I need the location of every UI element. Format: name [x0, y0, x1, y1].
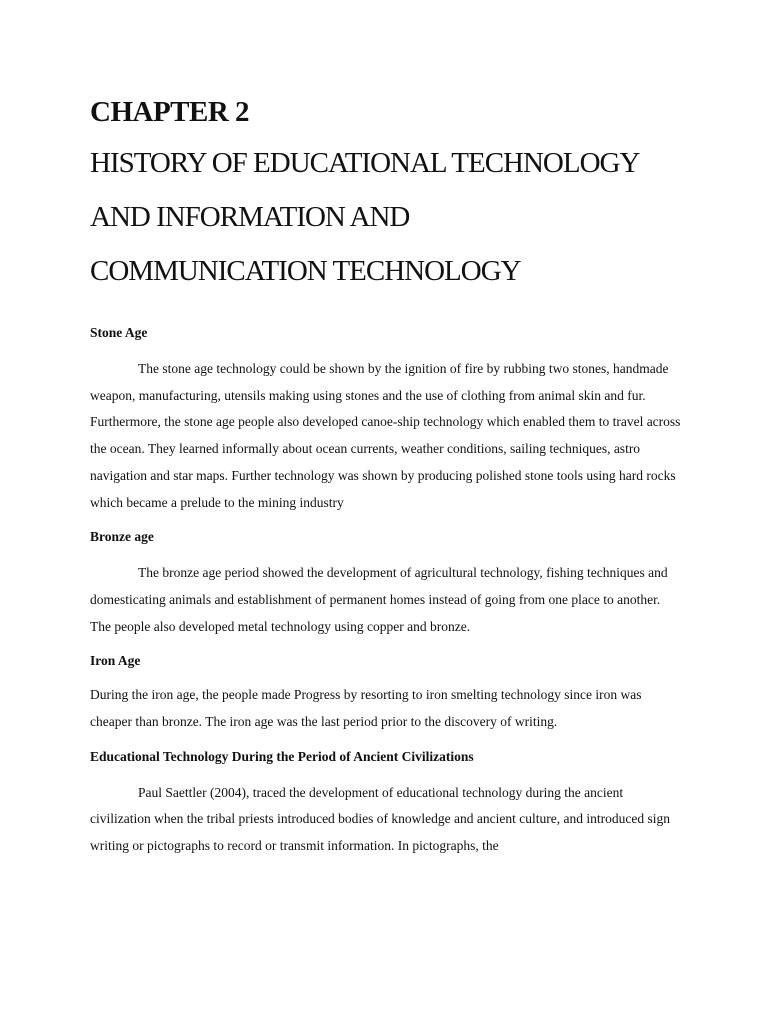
- section-heading-ancient-civilizations: Educational Technology During the Period of Ancient Civilizations: [90, 748, 474, 764]
- section-heading-iron-age: Iron Age: [90, 653, 141, 669]
- section-heading-stone-age: Stone Age: [90, 325, 148, 340]
- section-heading-bronze-age: Bronze age: [90, 529, 154, 545]
- section-paragraph-bronze-age: The bronze age period showed the development of agricultural technology, fishing techniques and domesticating animals and establishment of permanent homes instead of going from one place to another. The people also developed metal technology using copper and bronze.: [90, 565, 668, 634]
- section-paragraph-stone-age: The stone age technology could be shown by the ignition of fire by rubbing two stones, handmade weapon, manufacturing, utensils making using stones and the use of clothing from animal skin and fur. Furthermore, the stone age people also developed canoe-ship technology which enabled them to travel across the ocean. They learned informally about ocean currents, weather conditions, sailing techniques, astro navigation and star maps. Further technology was shown by producing polished stone tools using hard rocks which became a prelude to the mining industry: [90, 361, 681, 510]
- section-paragraph-ancient-civilizations: Paul Saettler (2004), traced the development of educational technology during the ancient civilization when the tribal priests introduced bodies of knowledge and ancient culture, and introduced sign writing or pictographs to record or transmit information. In pictographs, the: [90, 784, 670, 854]
- chapter-title-line-3: COMMUNICATION TECHNOLOGY: [90, 255, 521, 287]
- chapter-number: CHAPTER 2: [90, 96, 250, 128]
- section-paragraph-iron-age: During the iron age, the people made Progress by resorting to iron smelting technology since iron was cheaper than bronze. The iron age was the last period prior to the discovery of writing.: [90, 687, 642, 730]
- document-page: [90, 92, 682, 860]
- chapter-title-line-2: AND INFORMATION AND: [90, 201, 410, 233]
- chapter-title-line-1: HISTORY OF EDUCATIONAL TECHNOLOGY: [90, 147, 640, 179]
